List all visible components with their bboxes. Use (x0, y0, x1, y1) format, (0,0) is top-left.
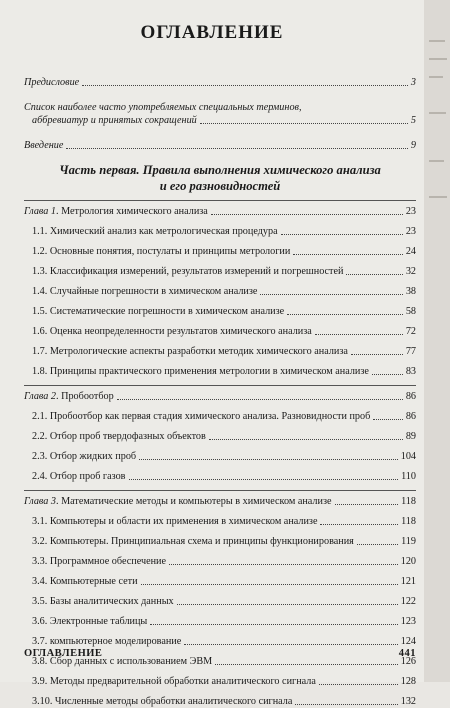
chapter-label: Глава 2 (24, 391, 56, 402)
toc-entry-chapter-2[interactable]: Глава 2. Пробоотбор 86 (24, 391, 416, 402)
part-title-line1: Часть первая. Правила выполнения химического анализа (59, 163, 381, 177)
toc-entry-section[interactable]: 1.4. Случайные погрешности в химическом анализе 38 (32, 286, 416, 297)
table-of-contents (24, 74, 416, 708)
leader-dots (117, 399, 403, 400)
running-head: ОГЛАВЛЕНИЕ (24, 648, 103, 659)
entry-title-line1: Список наиболее часто употребляемых специальных терминов, (24, 102, 302, 113)
toc-entry-section[interactable]: 1.3. Классификация измерений, результатов измерений и погрешностей 32 (32, 266, 416, 277)
toc-entry-section[interactable]: 3.8. Сбор данных с использованием ЭВМ 126 (32, 656, 416, 667)
toc-entry-section[interactable]: 3.10. Численные методы обработки аналитического сигнала 132 (32, 696, 416, 707)
toc-entry-section[interactable]: 3.3. Программное обеспечение 120 (32, 556, 416, 567)
toc-entry-section[interactable]: 1.7. Метрологические аспекты разработки методик химического анализа 77 (32, 346, 416, 357)
leader-dots (335, 504, 399, 505)
divider (24, 490, 416, 491)
part-heading (24, 162, 416, 194)
chapter-title: Метрология химического анализа (61, 206, 208, 217)
toc-entry-terms[interactable] (24, 101, 416, 127)
entry-title-line2: аббревиатур и принятых сокращений (32, 115, 197, 126)
page-title: ОГЛАВЛЕНИЕ (140, 22, 284, 43)
page-number: 441 (398, 648, 416, 659)
toc-entry-section[interactable]: 3.2. Компьютеры. Принципиальная схема и принципы функционирования 119 (32, 536, 416, 547)
toc-entry-section[interactable]: 1.5. Систематические погрешности в химическом анализе 58 (32, 306, 416, 317)
toc-entry-preface[interactable] (24, 76, 416, 89)
chapter-label: Глава 3 (24, 496, 56, 507)
leader-dots (66, 148, 408, 149)
toc-entry-section[interactable]: 3.4. Компьютерные сети 121 (32, 576, 416, 587)
chapter-title: Математические методы и компьютеры в химическом анализе (61, 496, 332, 507)
entry-page: 9 (410, 140, 416, 151)
toc-entry-section[interactable]: 3.1. Компьютеры и области их применения в химическом анализе 118 (32, 516, 416, 527)
toc-entry-chapter-3[interactable]: Глава 3. Математические методы и компьютеры в химическом анализе 118 (24, 496, 416, 507)
toc-entry-section[interactable]: 3.6. Электронные таблицы 123 (32, 616, 416, 627)
entry-page: 5 (410, 115, 416, 126)
toc-entry-section[interactable]: 3.7. компьютерное моделирование 124 (32, 636, 416, 647)
leader-dots (82, 85, 408, 86)
divider (24, 200, 416, 201)
toc-entry-section[interactable]: 1.8. Принципы практического применения метрологии в химическом анализе 83 (32, 366, 416, 377)
toc-entry-chapter-1[interactable]: Глава 1. Метрология химического анализа 23 (24, 206, 416, 217)
toc-entry-section[interactable]: 2.3. Отбор жидких проб 104 (32, 451, 416, 462)
leader-dots (200, 123, 408, 124)
toc-entry-section[interactable]: 3.9. Методы предварительной обработки аналитического сигнала 128 (32, 676, 416, 687)
toc-entry-section[interactable]: 3.5. Базы аналитических данных 122 (32, 596, 416, 607)
toc-entry-section[interactable]: 2.2. Отбор проб твердофазных объектов 89 (32, 431, 416, 442)
toc-entry-section[interactable]: 2.1. Пробоотбор как первая стадия химического анализа. Разновидности проб 86 (32, 411, 416, 422)
entry-title: Введение (24, 140, 64, 151)
leader-dots (211, 214, 403, 215)
toc-entry-section[interactable]: 1.6. Оценка неопределенности результатов химического анализа 72 (32, 326, 416, 337)
toc-entry-introduction[interactable] (24, 139, 416, 152)
divider (24, 385, 416, 386)
chapter-title: Пробоотбор (61, 391, 114, 402)
part-title-line2: и его разновидностей (159, 179, 281, 193)
entry-page: 86 (405, 391, 416, 402)
page-footer (24, 648, 416, 659)
toc-entry-section[interactable]: 1.2. Основные понятия, постулаты и принципы метрологии 24 (32, 246, 416, 257)
toc-entry-section[interactable]: 2.4. Отбор проб газов 110 (32, 471, 416, 482)
toc-entry-section[interactable]: 1.1. Химический анализ как метрологическая процедура 23 (32, 226, 416, 237)
entry-title: Предисловие (24, 77, 80, 88)
entry-page: 3 (410, 77, 416, 88)
entry-page: 118 (401, 496, 416, 507)
entry-page: 23 (405, 206, 416, 217)
adjacent-page-edge (422, 0, 450, 682)
chapter-label: Глава 1 (24, 206, 56, 217)
